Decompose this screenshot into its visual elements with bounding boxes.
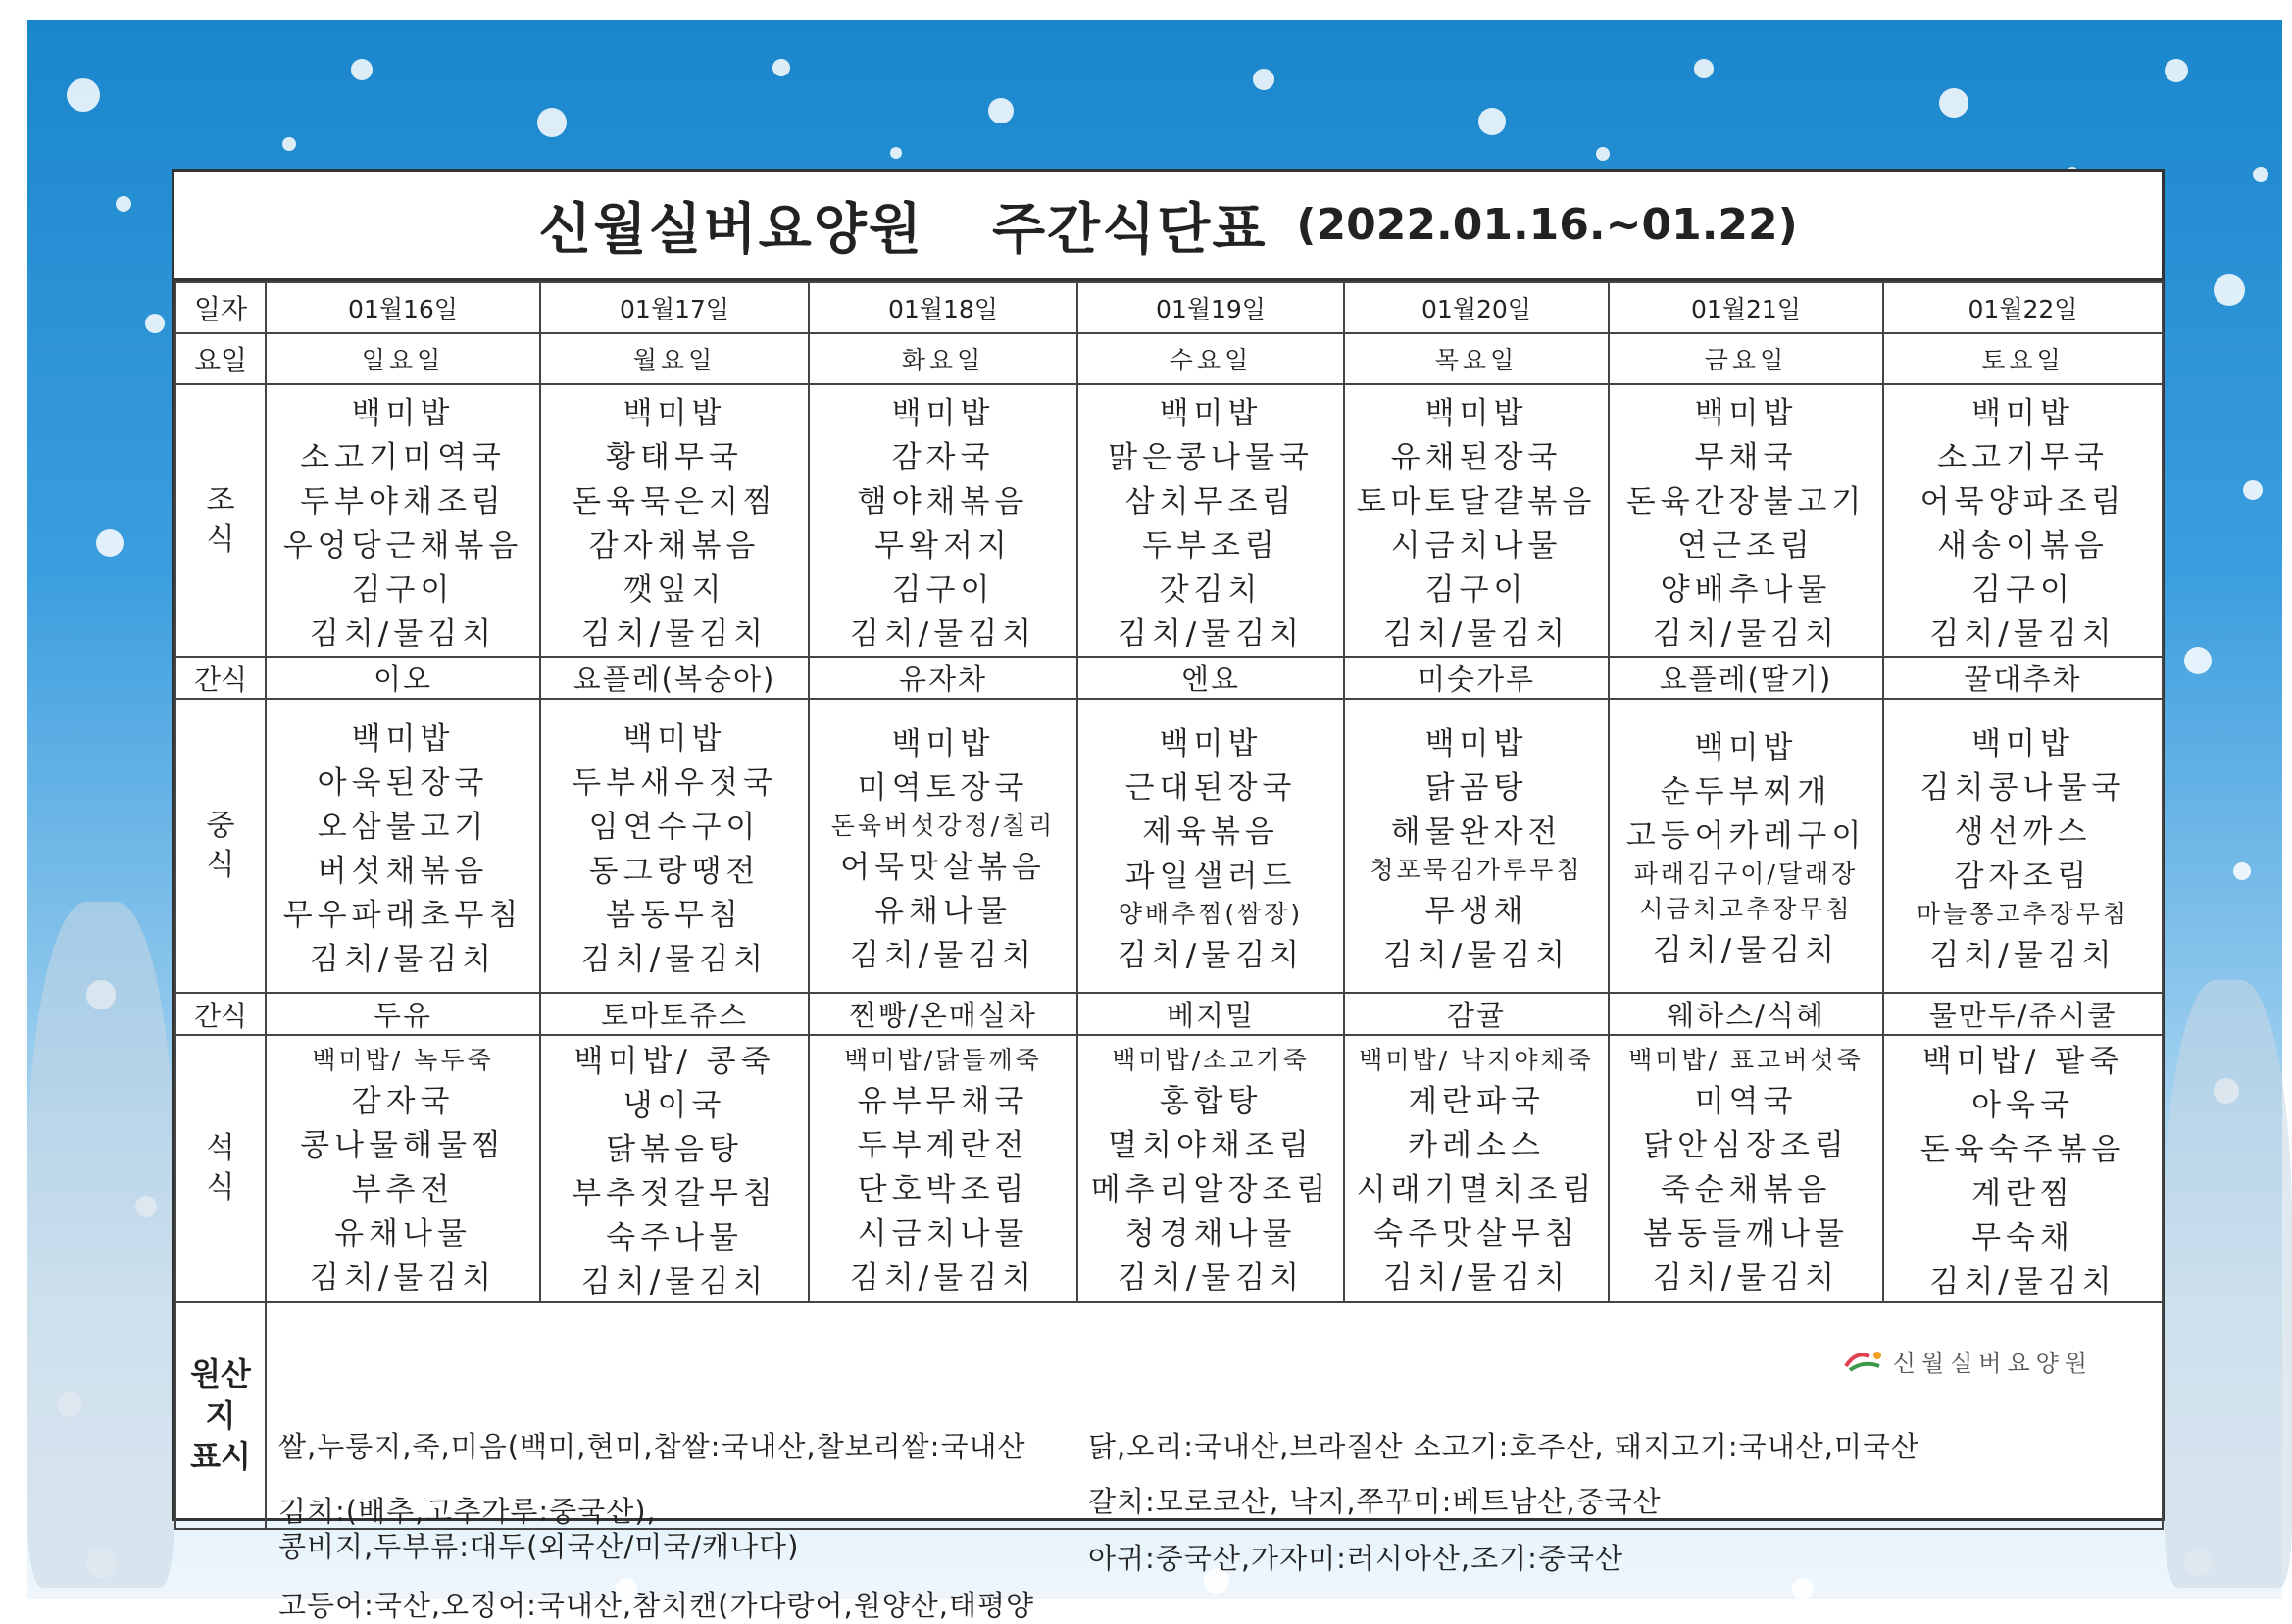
snowflake (2253, 167, 2268, 182)
menu-item: 청포묵김가루무침 (1370, 855, 1583, 884)
snowy-tree (27, 902, 174, 1588)
date-range: (2022.01.16.~01.22) (1296, 200, 1798, 250)
menu-item: 돈육숙주볶음 (1919, 1132, 2126, 1167)
breakfast-cell (809, 384, 1077, 657)
menu-item: 숙주맛살무침 (1373, 1215, 1579, 1252)
menu-title: 주간식단표 (991, 197, 1268, 262)
breakfast-items (810, 388, 1076, 653)
menu-item: 시금치나물 (857, 1215, 1029, 1252)
breakfast-items (541, 388, 808, 653)
lunch-items (267, 714, 539, 978)
row-label-dinner (175, 1035, 266, 1302)
menu-item: 미역토장국 (857, 769, 1029, 806)
menu-item: 감자채볶음 (588, 528, 761, 564)
breakfast-items (1078, 388, 1343, 653)
weekday-cell: 화요일 (809, 333, 1077, 384)
menu-item: 토마토달걀볶음 (1356, 484, 1597, 519)
dinner-items (1078, 1041, 1343, 1297)
menu-item: 닭곰탕 (1424, 769, 1528, 806)
menu-item: 백미밥 (1694, 730, 1798, 765)
snowflake (2233, 862, 2251, 880)
menu-item: 김치/물김치 (580, 1264, 769, 1300)
menu-item: 김치/물김치 (1929, 616, 2117, 652)
snowflake (145, 314, 165, 333)
breakfast-cell (540, 384, 809, 657)
snack-pm-cell: 물만두/쥬시쿨 (1883, 993, 2163, 1035)
snack-am-cell: 유자차 (809, 657, 1077, 699)
menu-item: 제육볶음 (1142, 813, 1279, 850)
snowflake (2165, 59, 2188, 82)
menu-item: 감자국 (891, 440, 995, 475)
menu-item: 김치/물김치 (309, 616, 497, 652)
menu-item: 감자국 (351, 1083, 455, 1119)
dinner-items (1884, 1036, 2162, 1301)
menu-item: 부추전 (351, 1171, 455, 1207)
menu-item: 백미밥 (891, 725, 995, 762)
page-title (174, 172, 2162, 281)
menu-item: 깻잎지 (623, 572, 726, 608)
menu-item: 백미밥/소고기죽 (1112, 1045, 1310, 1074)
row-label-snack-pm: 간식 (175, 993, 266, 1035)
menu-item: 두부야채조림 (300, 484, 506, 519)
menu-item: 백미밥 (351, 721, 455, 757)
dinner-items (1610, 1041, 1882, 1297)
menu-item: 김치/물김치 (849, 937, 1037, 973)
lunch-items (1610, 722, 1882, 969)
weekly-menu-table (174, 281, 2164, 1622)
menu-item: 청경채나물 (1124, 1215, 1297, 1252)
menu-item: 김치/물김치 (309, 942, 497, 977)
origin-info (266, 1302, 2163, 1622)
menu-item: 시금치고추장무침 (1639, 895, 1853, 923)
lunch-items (1078, 718, 1343, 974)
dinner-cell (1344, 1035, 1609, 1302)
menu-item: 숙주나물 (606, 1220, 743, 1255)
origin-line-tofu: 콩비지,두부류:대두(외국산/미국/캐나다) (278, 1530, 800, 1563)
origin-line-seafood: 갈치:모로코산, 낙지,쭈꾸미:베트남산,중국산 (1088, 1485, 1662, 1518)
snack-am-cell: 꿀대추차 (1883, 657, 2163, 699)
snack-pm-cell: 찐빵/온매실차 (809, 993, 1077, 1035)
snowflake (282, 137, 296, 151)
menu-item: 맑은콩나물국 (1108, 440, 1314, 475)
dinner-cell (1609, 1035, 1883, 1302)
date-cell: 01월21일 (1609, 282, 1883, 333)
snowflake (351, 59, 373, 80)
menu-item: 해물완자전 (1390, 813, 1563, 850)
dinner-items (541, 1036, 808, 1301)
menu-item: 백미밥/ 표고버섯죽 (1628, 1045, 1864, 1074)
breakfast-cell (266, 384, 540, 657)
breakfast-cell (1344, 384, 1609, 657)
menu-item: 계란찜 (1971, 1176, 2074, 1211)
menu-item: 부추젓갈무침 (572, 1176, 777, 1211)
lunch-cell (1609, 699, 1883, 993)
lunch-items (541, 714, 808, 978)
snack-am-cell: 엔요 (1077, 657, 1344, 699)
snowflake (1939, 88, 1968, 118)
menu-item: 근대된장국 (1124, 769, 1297, 806)
menu-item: 파래김구이/달래장 (1633, 860, 1859, 888)
menu-item: 황태무국 (606, 440, 743, 475)
lunch-cell (1344, 699, 1609, 993)
menu-item: 김구이 (891, 572, 995, 608)
snowflake (2243, 480, 2263, 500)
menu-item: 삼치무조림 (1124, 484, 1297, 519)
weekday-cell: 목요일 (1344, 333, 1609, 384)
snack-pm-cell: 두유 (266, 993, 540, 1035)
menu-item: 백미밥 (1694, 396, 1798, 431)
menu-item: 죽순채볶음 (1660, 1171, 1832, 1207)
menu-item: 백미밥 (1424, 396, 1528, 431)
menu-item: 백미밥 (623, 721, 726, 757)
origin-line-monkfish: 아귀:중국산,가자미:러시아산,조기:중국산 (1088, 1542, 1623, 1575)
menu-item: 김치/물김치 (1117, 616, 1305, 652)
menu-item: 두부계란전 (857, 1127, 1029, 1163)
menu-item: 유채나물 (874, 893, 1012, 929)
menu-item: 백미밥/ 콩죽 (573, 1044, 775, 1079)
snowflake (96, 529, 124, 557)
lunch-cell (809, 699, 1077, 993)
menu-item: 냉이국 (623, 1088, 726, 1123)
menu-item: 김치/물김치 (580, 616, 769, 652)
menu-item: 무왁저지 (874, 528, 1012, 564)
menu-item: 김치/물김치 (1117, 937, 1305, 973)
snowflake (1253, 69, 1274, 90)
menu-item: 백미밥 (1159, 725, 1263, 762)
snowflake (988, 98, 1014, 123)
menu-item: 봄동무침 (606, 898, 743, 933)
origin-line-rice: 쌀,누룽지,죽,미음(백미,현미,찹쌀:국내산,찰보리쌀:국내산 (278, 1430, 1026, 1463)
snowflake (1478, 108, 1506, 135)
lunch-label: 중 식 (206, 809, 235, 882)
date-cell: 01월19일 (1077, 282, 1344, 333)
menu-item: 백미밥 (891, 396, 995, 431)
menu-item: 새송이볶음 (1937, 528, 2109, 564)
lunch-cell (1077, 699, 1344, 993)
menu-item: 백미밥 (1424, 725, 1528, 762)
menu-item: 양배추나물 (1660, 572, 1832, 608)
dinner-cell (1883, 1035, 2163, 1302)
lunch-cell (266, 699, 540, 993)
date-cell: 01월18일 (809, 282, 1077, 333)
snack-am-cell: 이오 (266, 657, 540, 699)
facility-name: 신월실버요양원 (538, 197, 923, 262)
snowflake (537, 108, 567, 137)
menu-item: 우엉당근채볶음 (282, 528, 523, 564)
snowy-tree (2165, 980, 2292, 1588)
snack-pm-cell: 웨하스/식혜 (1609, 993, 1883, 1035)
snowflake (2184, 647, 2212, 674)
menu-item: 무채국 (1694, 440, 1798, 475)
dinner-items (810, 1041, 1076, 1297)
breakfast-items (1345, 388, 1608, 653)
menu-item: 순두부찌개 (1660, 774, 1832, 810)
menu-sheet (172, 169, 2165, 1622)
snack-am-cell: 요플레(복숭아) (540, 657, 809, 699)
menu-item: 임연수구이 (588, 810, 761, 845)
menu-item: 돈육간장불고기 (1625, 484, 1867, 519)
breakfast-items (267, 388, 539, 653)
menu-item: 양배추찜(쌈장) (1118, 899, 1304, 928)
menu-item: 무우파래초무침 (282, 898, 523, 933)
weekday-cell: 일요일 (266, 333, 540, 384)
menu-item: 김치/물김치 (1382, 1259, 1570, 1296)
menu-item: 시래기멸치조림 (1356, 1171, 1597, 1207)
dinner-cell (1077, 1035, 1344, 1302)
menu-item: 어묵양파조림 (1919, 484, 2126, 519)
snowflake (1596, 147, 1610, 161)
menu-item: 김구이 (1971, 572, 2074, 608)
facility-logo (1842, 1344, 2093, 1378)
menu-item: 마늘쫑고추장무침 (1916, 899, 2130, 928)
menu-item: 버섯채볶음 (317, 854, 489, 889)
menu-item: 김치/물김치 (1929, 937, 2117, 973)
menu-item: 홍합탕 (1159, 1083, 1263, 1119)
menu-item: 아욱된장국 (317, 765, 489, 801)
menu-item: 감자조림 (1954, 858, 2092, 894)
snowflake (1792, 1578, 1814, 1599)
menu-item: 소고기미역국 (300, 440, 506, 475)
menu-item: 유채나물 (334, 1215, 472, 1252)
menu-item: 과일샐러드 (1124, 858, 1297, 894)
logo-icon (1842, 1347, 1885, 1376)
menu-item: 멸치야채조림 (1108, 1127, 1314, 1163)
menu-item: 돈육묵은지찜 (572, 484, 777, 519)
menu-item: 백미밥/닭들깨죽 (844, 1045, 1042, 1074)
breakfast-label: 조 식 (206, 483, 235, 557)
menu-item: 김치/물김치 (849, 1259, 1037, 1296)
weekday-cell: 월요일 (540, 333, 809, 384)
menu-item: 김치/물김치 (580, 942, 769, 977)
lunch-items (810, 718, 1076, 974)
breakfast-cell (1609, 384, 1883, 657)
menu-item: 백미밥/ 팥죽 (1921, 1044, 2124, 1079)
breakfast-items (1884, 388, 2162, 653)
menu-item: 유채된장국 (1390, 440, 1563, 475)
snowflake (67, 78, 100, 112)
menu-item: 김치/물김치 (1382, 937, 1570, 973)
row-label-weekday: 요일 (175, 333, 266, 384)
menu-item: 백미밥/ 녹두죽 (312, 1045, 494, 1074)
dinner-cell (540, 1035, 809, 1302)
weekday-cell: 토요일 (1883, 333, 2163, 384)
dinner-cell (809, 1035, 1077, 1302)
menu-item: 김구이 (1424, 572, 1528, 608)
menu-item: 햄야채볶음 (857, 484, 1029, 519)
origin-line-kimchi: 김치:(배추,고추가루:중국산), (278, 1495, 657, 1528)
menu-item: 김치/물김치 (1117, 1259, 1305, 1296)
snowflake (772, 59, 790, 76)
snowflake (116, 196, 131, 212)
menu-item: 오삼불고기 (317, 810, 489, 845)
date-cell: 01월17일 (540, 282, 809, 333)
menu-item: 두부조림 (1142, 528, 1279, 564)
menu-item: 갓김치 (1159, 572, 1263, 608)
menu-item: 김치/물김치 (1652, 616, 1840, 652)
menu-item: 아욱국 (1971, 1088, 2074, 1123)
menu-item: 백미밥/ 낙지야채죽 (1359, 1045, 1594, 1074)
weekday-cell: 금요일 (1609, 333, 1883, 384)
date-cell: 01월16일 (266, 282, 540, 333)
menu-item: 김치/물김치 (1382, 616, 1570, 652)
row-label-date: 일자 (175, 282, 266, 333)
dinner-items (267, 1041, 539, 1297)
menu-item: 백미밥 (1159, 396, 1263, 431)
dinner-cell (266, 1035, 540, 1302)
menu-item: 김치/물김치 (1929, 1264, 2117, 1300)
breakfast-cell (1077, 384, 1344, 657)
menu-item: 돈육버섯강정/칠리 (830, 811, 1056, 840)
menu-item: 소고기무국 (1937, 440, 2109, 475)
menu-item: 생선까스 (1954, 813, 2092, 850)
menu-item: 김구이 (351, 572, 455, 608)
menu-item: 김치/물김치 (1652, 933, 1840, 968)
menu-item: 백미밥 (623, 396, 726, 431)
menu-item: 김치/물김치 (1652, 1259, 1840, 1296)
origin-label (175, 1302, 266, 1529)
lunch-cell (540, 699, 809, 993)
menu-item: 백미밥 (1971, 396, 2074, 431)
menu-item: 계란파국 (1408, 1083, 1545, 1119)
snack-pm-cell: 토마토쥬스 (540, 993, 809, 1035)
date-cell: 01월22일 (1883, 282, 2163, 333)
menu-item: 단호박조림 (857, 1171, 1029, 1207)
origin-label-text: 원산 지 표시 (190, 1355, 251, 1475)
menu-item: 동그랑땡전 (588, 854, 761, 889)
menu-item: 닭안심장조림 (1643, 1127, 1849, 1163)
breakfast-items (1610, 388, 1882, 653)
menu-item: 어묵맛살볶음 (840, 849, 1046, 885)
menu-item: 무숙채 (1971, 1220, 2074, 1255)
menu-item: 김치콩나물국 (1919, 769, 2126, 806)
snack-pm-cell: 베지밀 (1077, 993, 1344, 1035)
snack-pm-cell: 감귤 (1344, 993, 1609, 1035)
menu-item: 백미밥 (351, 396, 455, 431)
breakfast-cell (1883, 384, 2163, 657)
weekday-cell: 수요일 (1077, 333, 1344, 384)
menu-item: 김치/물김치 (849, 616, 1037, 652)
lunch-items (1345, 718, 1608, 974)
dinner-items (1345, 1041, 1608, 1297)
origin-line-meat: 닭,오리:국내산,브라질산 소고기:호주산, 돼지고기:국내산,미국산 (1088, 1430, 1919, 1463)
menu-item: 무생채 (1424, 893, 1528, 929)
logo-text: 신월실버요양원 (1892, 1350, 2093, 1377)
row-label-snack-am: 간식 (175, 657, 266, 699)
row-label-lunch (175, 699, 266, 993)
menu-item: 연근조림 (1677, 528, 1815, 564)
lunch-items (1884, 718, 2162, 974)
menu-item: 백미밥 (1971, 725, 2074, 762)
dinner-label: 석 식 (206, 1131, 235, 1205)
snowflake (1694, 59, 1714, 78)
date-cell: 01월20일 (1344, 282, 1609, 333)
menu-item: 미역국 (1694, 1083, 1798, 1119)
snack-am-cell: 미숫가루 (1344, 657, 1609, 699)
menu-item: 카레소스 (1408, 1127, 1545, 1163)
menu-item: 두부새우젓국 (572, 765, 777, 801)
menu-item: 봄동들깨나물 (1643, 1215, 1849, 1252)
origin-line-fish: 고등어:국산,오징어:국내산,참치캔(가다랑어,원양산,태평양 (278, 1589, 1035, 1622)
snowflake (2214, 274, 2245, 306)
menu-item: 고등어카레구이 (1625, 818, 1867, 854)
snowflake (890, 147, 902, 159)
menu-item: 시금치나물 (1390, 528, 1563, 564)
snack-am-cell: 요플레(딸기) (1609, 657, 1883, 699)
lunch-cell (1883, 699, 2163, 993)
menu-item: 유부무채국 (857, 1083, 1029, 1119)
menu-item: 닭볶음탕 (606, 1132, 743, 1167)
menu-item: 콩나물해물찜 (300, 1127, 506, 1163)
row-label-breakfast (175, 384, 266, 657)
menu-item: 메추리알장조림 (1090, 1171, 1331, 1207)
menu-item: 김치/물김치 (309, 1259, 497, 1296)
